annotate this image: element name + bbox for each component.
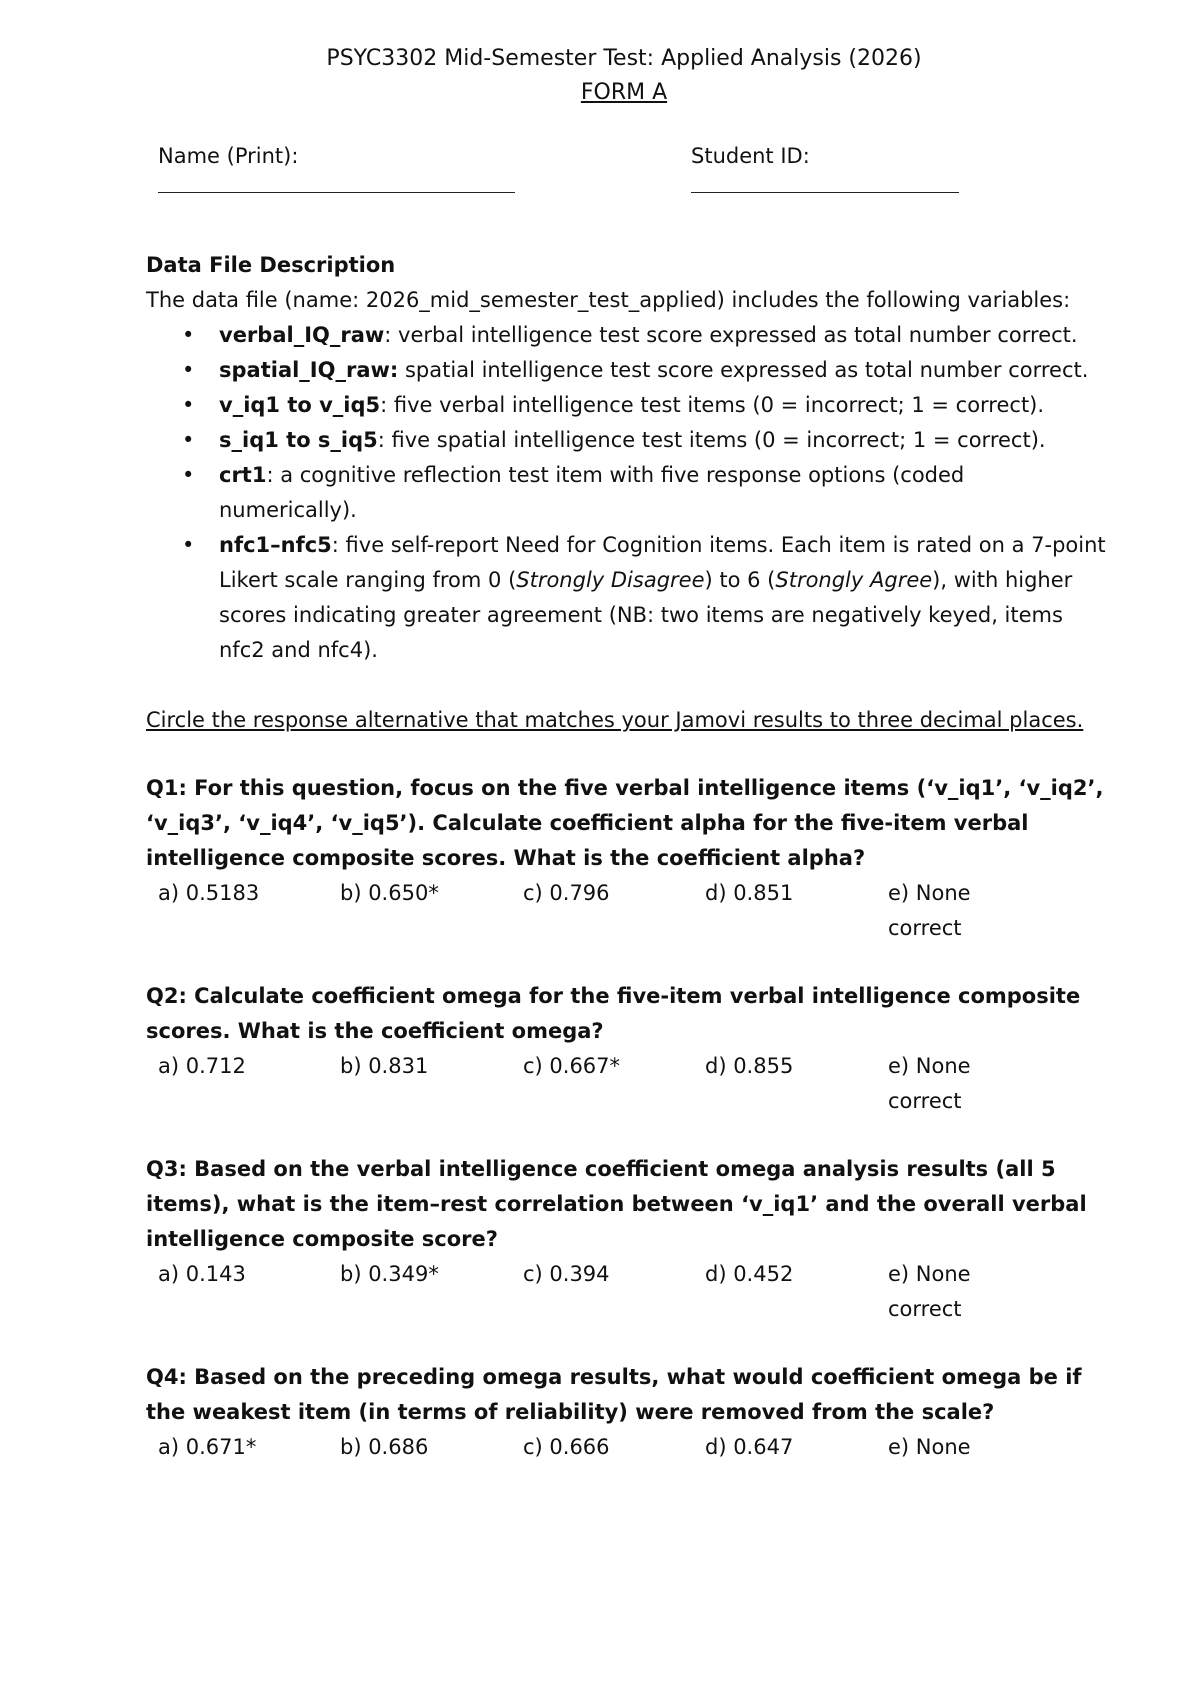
option-d[interactable]: d) 0.452 bbox=[705, 1262, 794, 1286]
page-title: PSYC3302 Mid-Semester Test: Applied Analysis (2026) bbox=[326, 46, 922, 71]
variable-desc: spatial intelligence test score expressed as total number correct. bbox=[398, 358, 1089, 382]
option-d[interactable]: d) 0.855 bbox=[705, 1054, 794, 1078]
question-2: Q2: Calculate coefficient omega for the five-item verbal intelligence composite scores. What is the coefficient omega? bbox=[146, 984, 1081, 1043]
list-item bbox=[146, 318, 1106, 353]
list-item bbox=[146, 423, 1106, 458]
scale-anchor-high: Strongly Agree bbox=[775, 568, 933, 592]
option-d[interactable]: d) 0.647 bbox=[705, 1435, 794, 1459]
bullet-icon: • bbox=[182, 358, 195, 382]
student-id-field[interactable] bbox=[691, 192, 959, 193]
variable-name: nfc1–nfc5 bbox=[219, 533, 332, 557]
question-3: Q3: Based on the verbal intelligence coefficient omega analysis results (all 5 items), what is the item–rest correlation between ‘v_iq1’ and the overall verbal intelligence composite score? bbox=[146, 1157, 1087, 1251]
option-b[interactable]: b) 0.650* bbox=[340, 881, 439, 905]
variable-desc: ) to 6 ( bbox=[704, 568, 776, 592]
options-q2 bbox=[146, 1049, 1106, 1119]
name-label: Name (Print): bbox=[158, 144, 299, 168]
variable-name: spatial_IQ_raw: bbox=[219, 358, 399, 382]
bullet-icon: • bbox=[182, 533, 195, 557]
question-4: Q4: Based on the preceding omega results, what would coefficient omega be if the weakest item (in terms of reliability) were removed from the scale? bbox=[146, 1365, 1082, 1424]
option-a[interactable]: a) 0.712 bbox=[158, 1054, 246, 1078]
variable-desc: ), with higher scores indicating greater agreement (NB: two items are negatively keyed, items nfc2 and nfc4). bbox=[219, 568, 1073, 662]
options-q3 bbox=[146, 1257, 1106, 1327]
option-c[interactable]: c) 0.666 bbox=[523, 1435, 610, 1459]
options-q1 bbox=[146, 876, 1106, 946]
variable-name: s_iq1 to s_iq5 bbox=[219, 428, 378, 452]
option-c[interactable]: c) 0.394 bbox=[523, 1262, 610, 1286]
bullet-icon: • bbox=[182, 323, 195, 347]
list-item bbox=[146, 528, 1106, 668]
option-a[interactable]: a) 0.143 bbox=[158, 1262, 246, 1286]
option-b[interactable]: b) 0.349* bbox=[340, 1262, 439, 1286]
exam-content bbox=[146, 248, 1106, 1465]
option-a[interactable]: a) 0.5183 bbox=[158, 881, 260, 905]
option-d[interactable]: d) 0.851 bbox=[705, 881, 794, 905]
list-item bbox=[146, 388, 1106, 423]
option-e[interactable]: e) None correct bbox=[888, 1262, 971, 1321]
instruction: Circle the response alternative that matches your Jamovi results to three decimal places. bbox=[146, 708, 1084, 732]
variable-name: v_iq1 to v_iq5 bbox=[219, 393, 381, 417]
bullet-icon: • bbox=[182, 393, 195, 417]
variable-desc: : five spatial intelligence test items (0 = incorrect; 1 = correct). bbox=[377, 428, 1046, 452]
option-e[interactable]: e) None correct bbox=[888, 881, 971, 940]
variable-desc: : a cognitive reflection test item with five response options (coded numerically). bbox=[219, 463, 965, 522]
variable-desc: : five self-report Need for Cognition items. Each item is rated on a 7-point Likert scale ranging from 0 ( bbox=[219, 533, 1106, 592]
variable-desc: : five verbal intelligence test items (0 = incorrect; 1 = correct). bbox=[380, 393, 1045, 417]
option-b[interactable]: b) 0.831 bbox=[340, 1054, 429, 1078]
list-item bbox=[146, 353, 1106, 388]
form-label: FORM A bbox=[580, 80, 668, 105]
student-id-label: Student ID: bbox=[691, 144, 810, 168]
option-c[interactable]: c) 0.667* bbox=[523, 1054, 621, 1078]
question-1: Q1: For this question, focus on the five verbal intelligence items (‘v_iq1’, ‘v_iq2’, ‘v_iq3’, ‘v_iq4’, ‘v_iq5’). Calculate coefficient alpha for the five-item verbal intelligence composite scores. What is the coefficient alpha? bbox=[146, 776, 1104, 870]
bullet-icon: • bbox=[182, 428, 195, 452]
variable-desc: : verbal intelligence test score expressed as total number correct. bbox=[384, 323, 1078, 347]
option-b[interactable]: b) 0.686 bbox=[340, 1435, 429, 1459]
option-a[interactable]: a) 0.671* bbox=[158, 1435, 257, 1459]
bullet-icon: • bbox=[182, 463, 195, 487]
option-e[interactable]: e) None correct bbox=[888, 1054, 971, 1113]
data-file-intro: The data file (name: 2026_mid_semester_test_applied) includes the following variables: bbox=[146, 288, 1071, 312]
data-file-heading: Data File Description bbox=[146, 253, 396, 277]
scale-anchor-low: Strongly Disagree bbox=[516, 568, 705, 592]
variable-name: verbal_IQ_raw bbox=[219, 323, 385, 347]
variable-name: crt1 bbox=[219, 463, 267, 487]
list-item bbox=[146, 458, 1106, 528]
option-c[interactable]: c) 0.796 bbox=[523, 881, 610, 905]
option-e[interactable]: e) None bbox=[888, 1435, 971, 1459]
name-field[interactable] bbox=[158, 192, 515, 193]
options-q4 bbox=[146, 1430, 1106, 1465]
variable-list bbox=[146, 318, 1106, 668]
